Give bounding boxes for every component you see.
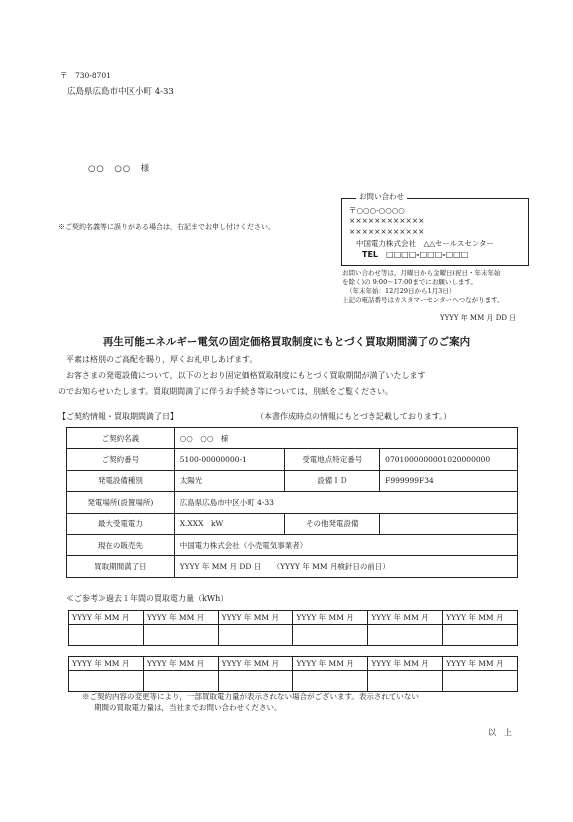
other-equip-value — [380, 513, 518, 534]
usage-value — [443, 671, 518, 692]
month-header: YYYY 年 MM 月 — [69, 611, 144, 625]
usage-value — [368, 625, 443, 646]
usage-value — [293, 625, 368, 646]
contact-note: （年末年始：12月29日から1月3日） — [346, 287, 456, 295]
contact-tel: TEL □□□□-□□□-□□□ — [362, 250, 469, 259]
contract-info-table — [66, 427, 518, 578]
month-header: YYYY 年 MM 月 — [218, 611, 293, 625]
usage-value — [69, 625, 144, 646]
usage-heading: ≪ご参考≫過去１年間の買取電力量（kWh） — [66, 594, 229, 603]
contact-note: 上記の電話番号はカスタマーセンターへつながります。 — [342, 296, 504, 304]
contract-name-value: ○○ ○○ 様 — [174, 428, 517, 449]
contract-no-label: ご契約番号 — [67, 449, 175, 470]
usage-value — [218, 625, 293, 646]
month-header: YYYY 年 MM 月 — [443, 657, 518, 671]
month-header: YYYY 年 MM 月 — [218, 657, 293, 671]
point-id-label: 受電地点特定番号 — [285, 449, 380, 470]
document-title: 再生可能エネルギー電気の固定価格買取制度にもとづく買取期間満了のご案内 — [102, 336, 471, 348]
table-row — [69, 625, 518, 646]
usage-value — [293, 671, 368, 692]
usage-value — [443, 625, 518, 646]
postal-code: 〒 730-8701 — [60, 71, 111, 80]
contact-line: ×××××××××××× — [349, 216, 425, 225]
table-row — [67, 449, 518, 470]
table-row — [69, 611, 518, 625]
equip-id-label: 設備ＩＤ — [285, 470, 380, 491]
table-row — [67, 470, 518, 491]
month-header: YYYY 年 MM 月 — [143, 611, 218, 625]
expiry-label: 買取期間満了日 — [67, 556, 175, 577]
max-power-label: 最大受電電力 — [67, 513, 175, 534]
usage-value — [143, 625, 218, 646]
contact-line: ×××××××××××× — [349, 227, 425, 236]
section-heading: 【ご契約情報・買取期間満了日】 — [58, 412, 178, 421]
equip-id-value: F999999F34 — [380, 470, 518, 491]
location-value: 広島県広島市中区小町 4-33 — [174, 492, 517, 513]
table-row — [67, 534, 518, 555]
recipient-address: 広島県広島市中区小町 4-33 — [67, 87, 174, 97]
other-equip-label: その他発電設備 — [285, 513, 380, 534]
usage-value — [143, 671, 218, 692]
max-power-value: X.XXX kW — [174, 513, 285, 534]
table-row — [69, 657, 518, 671]
usage-value — [368, 671, 443, 692]
usage-value — [69, 671, 144, 692]
contract-no-value: 5100-00000000-1 — [174, 449, 285, 470]
table-row — [69, 671, 518, 692]
seller-label: 現在の販売先 — [67, 534, 175, 555]
footnote: 期間の買取電力量は，当社までお問い合わせください。 — [94, 703, 282, 712]
usage-value — [218, 671, 293, 692]
footnote: ※ご契約内容の変更等により，一部買取電力量が表示されない場合がございます。表示されていない — [82, 692, 419, 701]
expiry-value: YYYY 年 MM 月 DD 日 （YYYY 年 MM 月検針日の前日） — [174, 556, 517, 577]
month-header: YYYY 年 MM 月 — [443, 611, 518, 625]
body-paragraph: のでお知らせいたします。買取期間満了に伴うお手続き等については，別紙をご覧ください。 — [58, 387, 393, 396]
equip-type-label: 発電設備種別 — [67, 470, 175, 491]
month-header: YYYY 年 MM 月 — [143, 657, 218, 671]
table-row — [67, 492, 518, 513]
month-header: YYYY 年 MM 月 — [293, 657, 368, 671]
seller-value: 中国電力株式会社（小売電気事業者） — [174, 534, 517, 555]
location-label: 発電場所(設置場所) — [67, 492, 175, 513]
recipient-name: ○○ ○○ 様 — [88, 164, 151, 174]
month-header: YYYY 年 MM 月 — [368, 611, 443, 625]
body-paragraph: お客さまの発電設備について，以下のとおり固定価格買取制度にもとづく買取期間が満了いたします — [66, 371, 426, 380]
contract-name-label: ご契約名義 — [67, 428, 175, 449]
table-spacer — [69, 646, 518, 657]
month-header: YYYY 年 MM 月 — [368, 657, 443, 671]
contact-note: を除く)の 9:00～17:00までにお願いします。 — [342, 278, 477, 286]
month-header: YYYY 年 MM 月 — [293, 611, 368, 625]
correction-note: ※ご契約名義等に誤りがある場合は，右記までお申し付けください。 — [58, 223, 275, 231]
point-id-value: 0701000000001020000000 — [380, 449, 518, 470]
equip-type-value: 太陽光 — [174, 470, 285, 491]
month-header: YYYY 年 MM 月 — [69, 657, 144, 671]
contact-title: お問い合わせ — [356, 191, 407, 202]
table-row — [67, 513, 518, 534]
body-greeting: 平素は格別のご高配を賜り，厚くお礼申しあげます。 — [66, 355, 258, 364]
table-row — [67, 428, 518, 449]
closing: 以 上 — [488, 728, 512, 737]
usage-table — [68, 610, 518, 692]
table-row — [67, 556, 518, 577]
contact-note: お問い合わせ等は，月曜日から金曜日(祝日・年末年始 — [342, 269, 501, 277]
section-note: （本書作成時点の情報にもとづき記載しております。） — [256, 412, 452, 421]
contact-line: 〒○○○-○○○○ — [349, 206, 405, 215]
contact-company: 中国電力株式会社 △△セールスセンター — [356, 239, 495, 248]
document-date: YYYY 年 MM 月 DD 日 — [440, 314, 517, 322]
